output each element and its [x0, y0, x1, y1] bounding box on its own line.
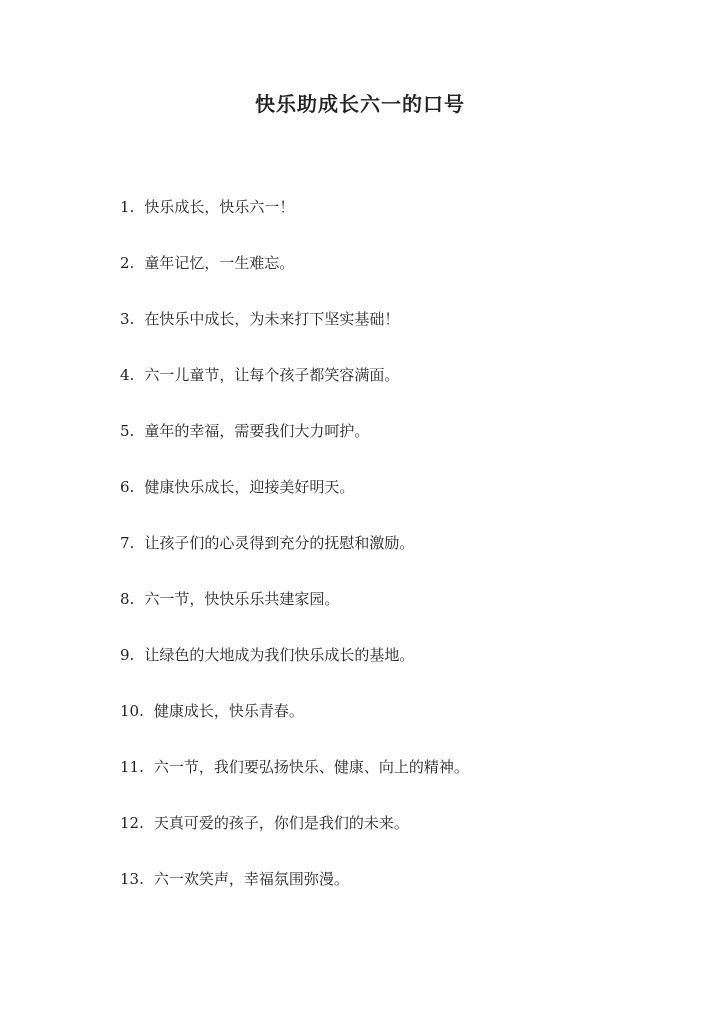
item-number: 1. [120, 198, 135, 216]
slogan-list [120, 196, 640, 924]
item-text: 六一儿童节，让每个孩子都笑容满面。 [144, 366, 400, 384]
list-item [120, 252, 640, 308]
item-text: 在快乐中成长，为未来打下坚实基础！ [144, 310, 400, 328]
item-number: 4. [120, 366, 135, 384]
list-item [120, 420, 640, 476]
list-item [120, 700, 640, 756]
item-text: 快乐成长，快乐六一！ [144, 198, 295, 216]
item-text: 天真可爱的孩子，你们是我们的未来。 [153, 814, 409, 832]
item-number: 2. [120, 254, 135, 272]
list-item [120, 308, 640, 364]
list-item [120, 756, 640, 812]
list-item [120, 532, 640, 588]
item-text: 让孩子们的心灵得到充分的抚慰和激励。 [144, 534, 415, 552]
document-title: 快乐助成长六一的口号 [255, 92, 465, 116]
item-number: 13. [120, 870, 144, 888]
item-text: 健康快乐成长，迎接美好明天。 [144, 478, 355, 496]
item-number: 10. [120, 702, 144, 720]
list-item [120, 588, 640, 644]
item-number: 7. [120, 534, 135, 552]
list-item [120, 196, 640, 252]
item-number: 8. [120, 590, 135, 608]
item-text: 让绿色的大地成为我们快乐成长的基地。 [144, 646, 415, 664]
item-number: 9. [120, 646, 135, 664]
item-number: 3. [120, 310, 135, 328]
item-text: 健康成长，快乐青春。 [153, 702, 304, 720]
item-number: 6. [120, 478, 135, 496]
item-text: 六一节，快快乐乐共建家园。 [144, 590, 340, 608]
item-text: 六一节，我们要弘扬快乐、健康、向上的精神。 [153, 758, 469, 776]
list-item [120, 364, 640, 420]
item-number: 11. [120, 758, 144, 776]
item-text: 六一欢笑声，幸福氛围弥漫。 [153, 870, 349, 888]
list-item [120, 476, 640, 532]
list-item [120, 644, 640, 700]
item-number: 12. [120, 814, 144, 832]
item-text: 童年的幸福，需要我们大力呵护。 [144, 422, 370, 440]
item-text: 童年记忆，一生难忘。 [144, 254, 295, 272]
list-item [120, 812, 640, 868]
item-number: 5. [120, 422, 135, 440]
list-item [120, 868, 640, 924]
